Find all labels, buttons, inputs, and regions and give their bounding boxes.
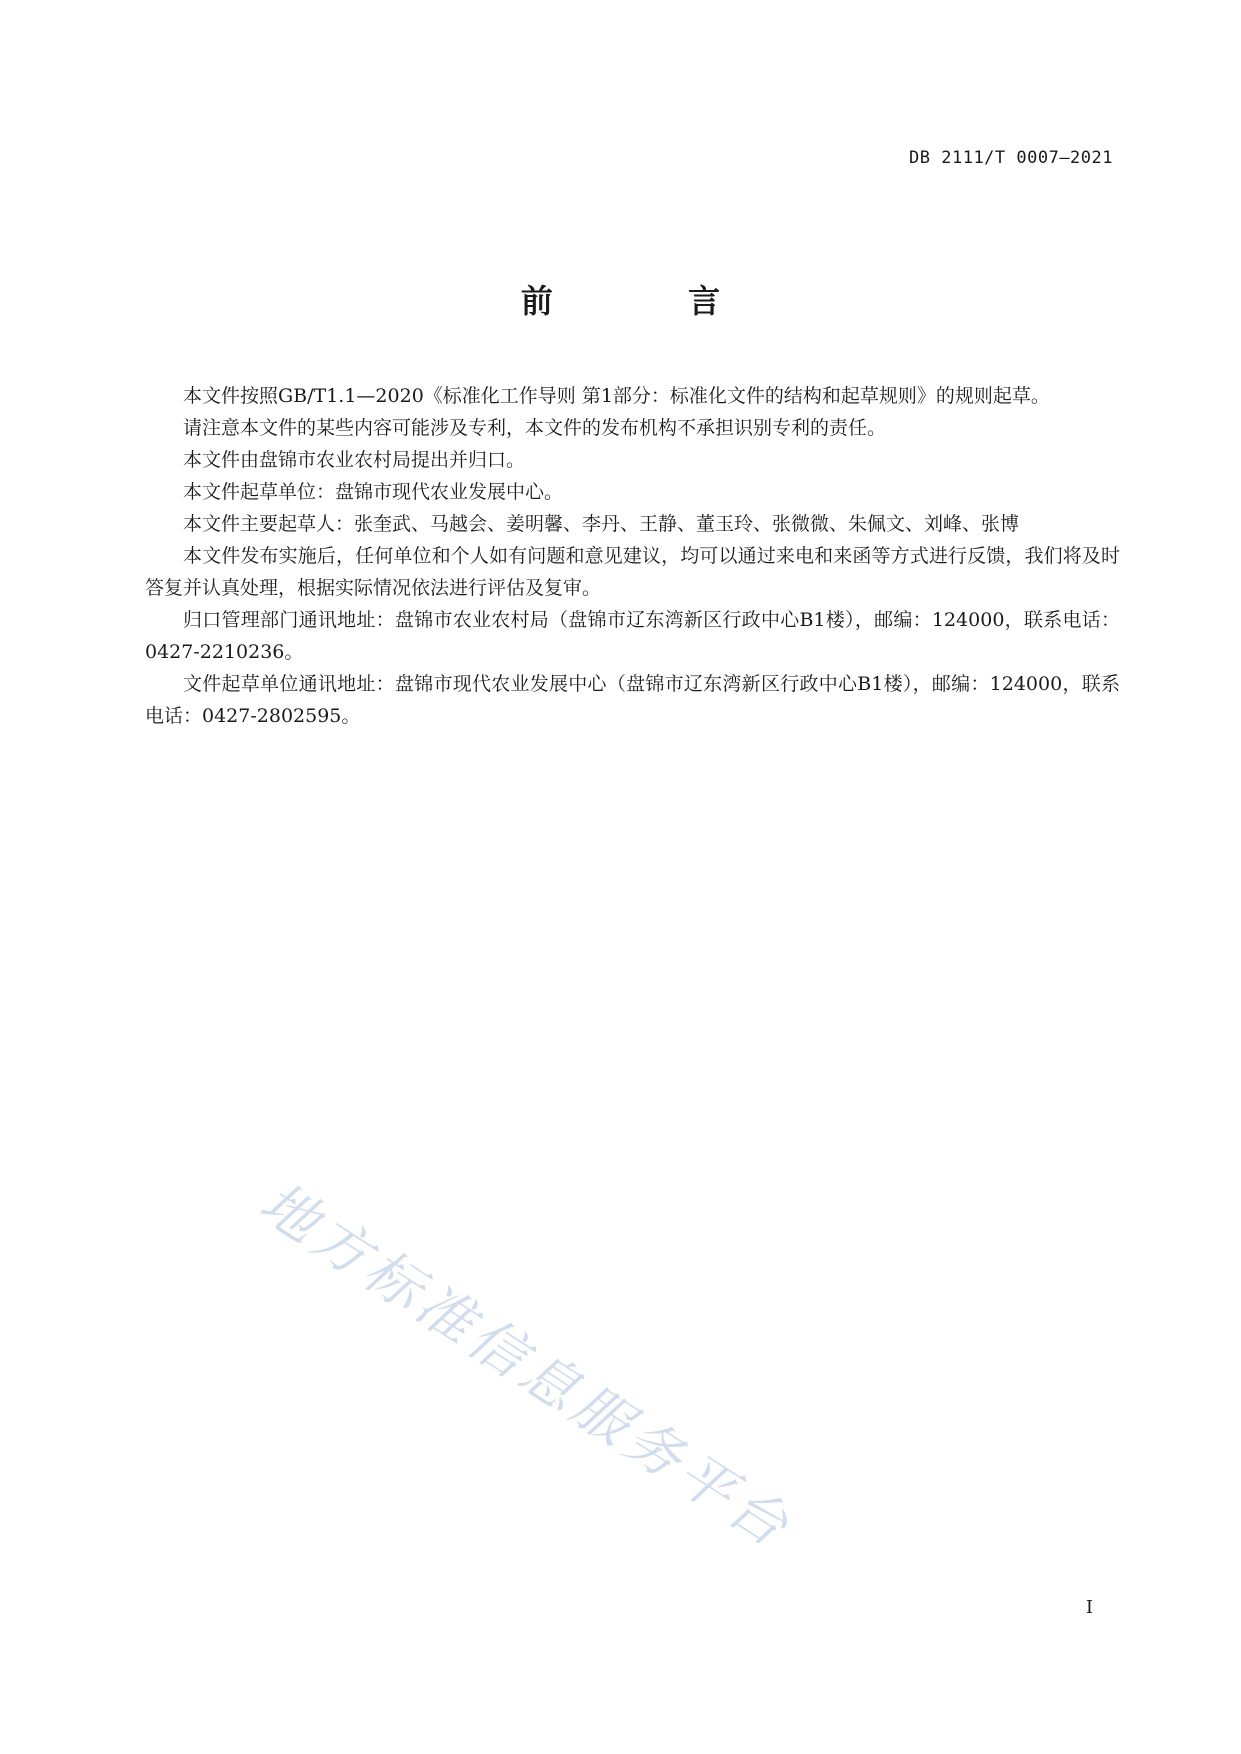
paragraph-feedback: 本文件发布实施后，任何单位和个人如有问题和意见建议，均可以通过来电和来函等方式进行反馈，我们将及时答复并认真处理，根据实际情况依法进行评估及复审。 xyxy=(145,545,1120,599)
watermark: 地方标准信息服务平台 xyxy=(248,1170,804,1563)
paragraph-drafter-address: 文件起草单位通讯地址：盘锦市现代农业发展中心（盘锦市辽东湾新区行政中心B1楼），邮编：124000，联系电话：0427-2802595。 xyxy=(145,673,1120,727)
foreword-body xyxy=(145,380,1120,732)
paragraph-authority-address: 归口管理部门通讯地址：盘锦市农业农村局（盘锦市辽东湾新区行政中心B1楼），邮编：124000，联系电话：0427-2210236。 xyxy=(145,609,1120,663)
paragraph-standard-basis: 本文件按照GB/T1.1—2020《标准化工作导则 第1部分：标准化文件的结构和起草规则》的规则起草。 xyxy=(183,385,1050,407)
paragraph-proposer: 本文件由盘锦市农业农村局提出并归口。 xyxy=(183,449,526,471)
paragraph-patent-notice: 请注意本文件的某些内容可能涉及专利，本文件的发布机构不承担识别专利的责任。 xyxy=(183,417,887,439)
page-number: I xyxy=(1085,1597,1093,1618)
paragraph-drafters: 本文件主要起草人：张奎武、马越会、姜明馨、李丹、王静、董玉玲、张微微、朱佩文、刘峰、张博 xyxy=(183,513,1020,535)
paragraph-drafting-unit: 本文件起草单位：盘锦市现代农业发展中心。 xyxy=(183,481,564,503)
document-code: DB 2111/T 0007—2021 xyxy=(909,148,1113,168)
page-title: 前 言 xyxy=(520,282,783,320)
